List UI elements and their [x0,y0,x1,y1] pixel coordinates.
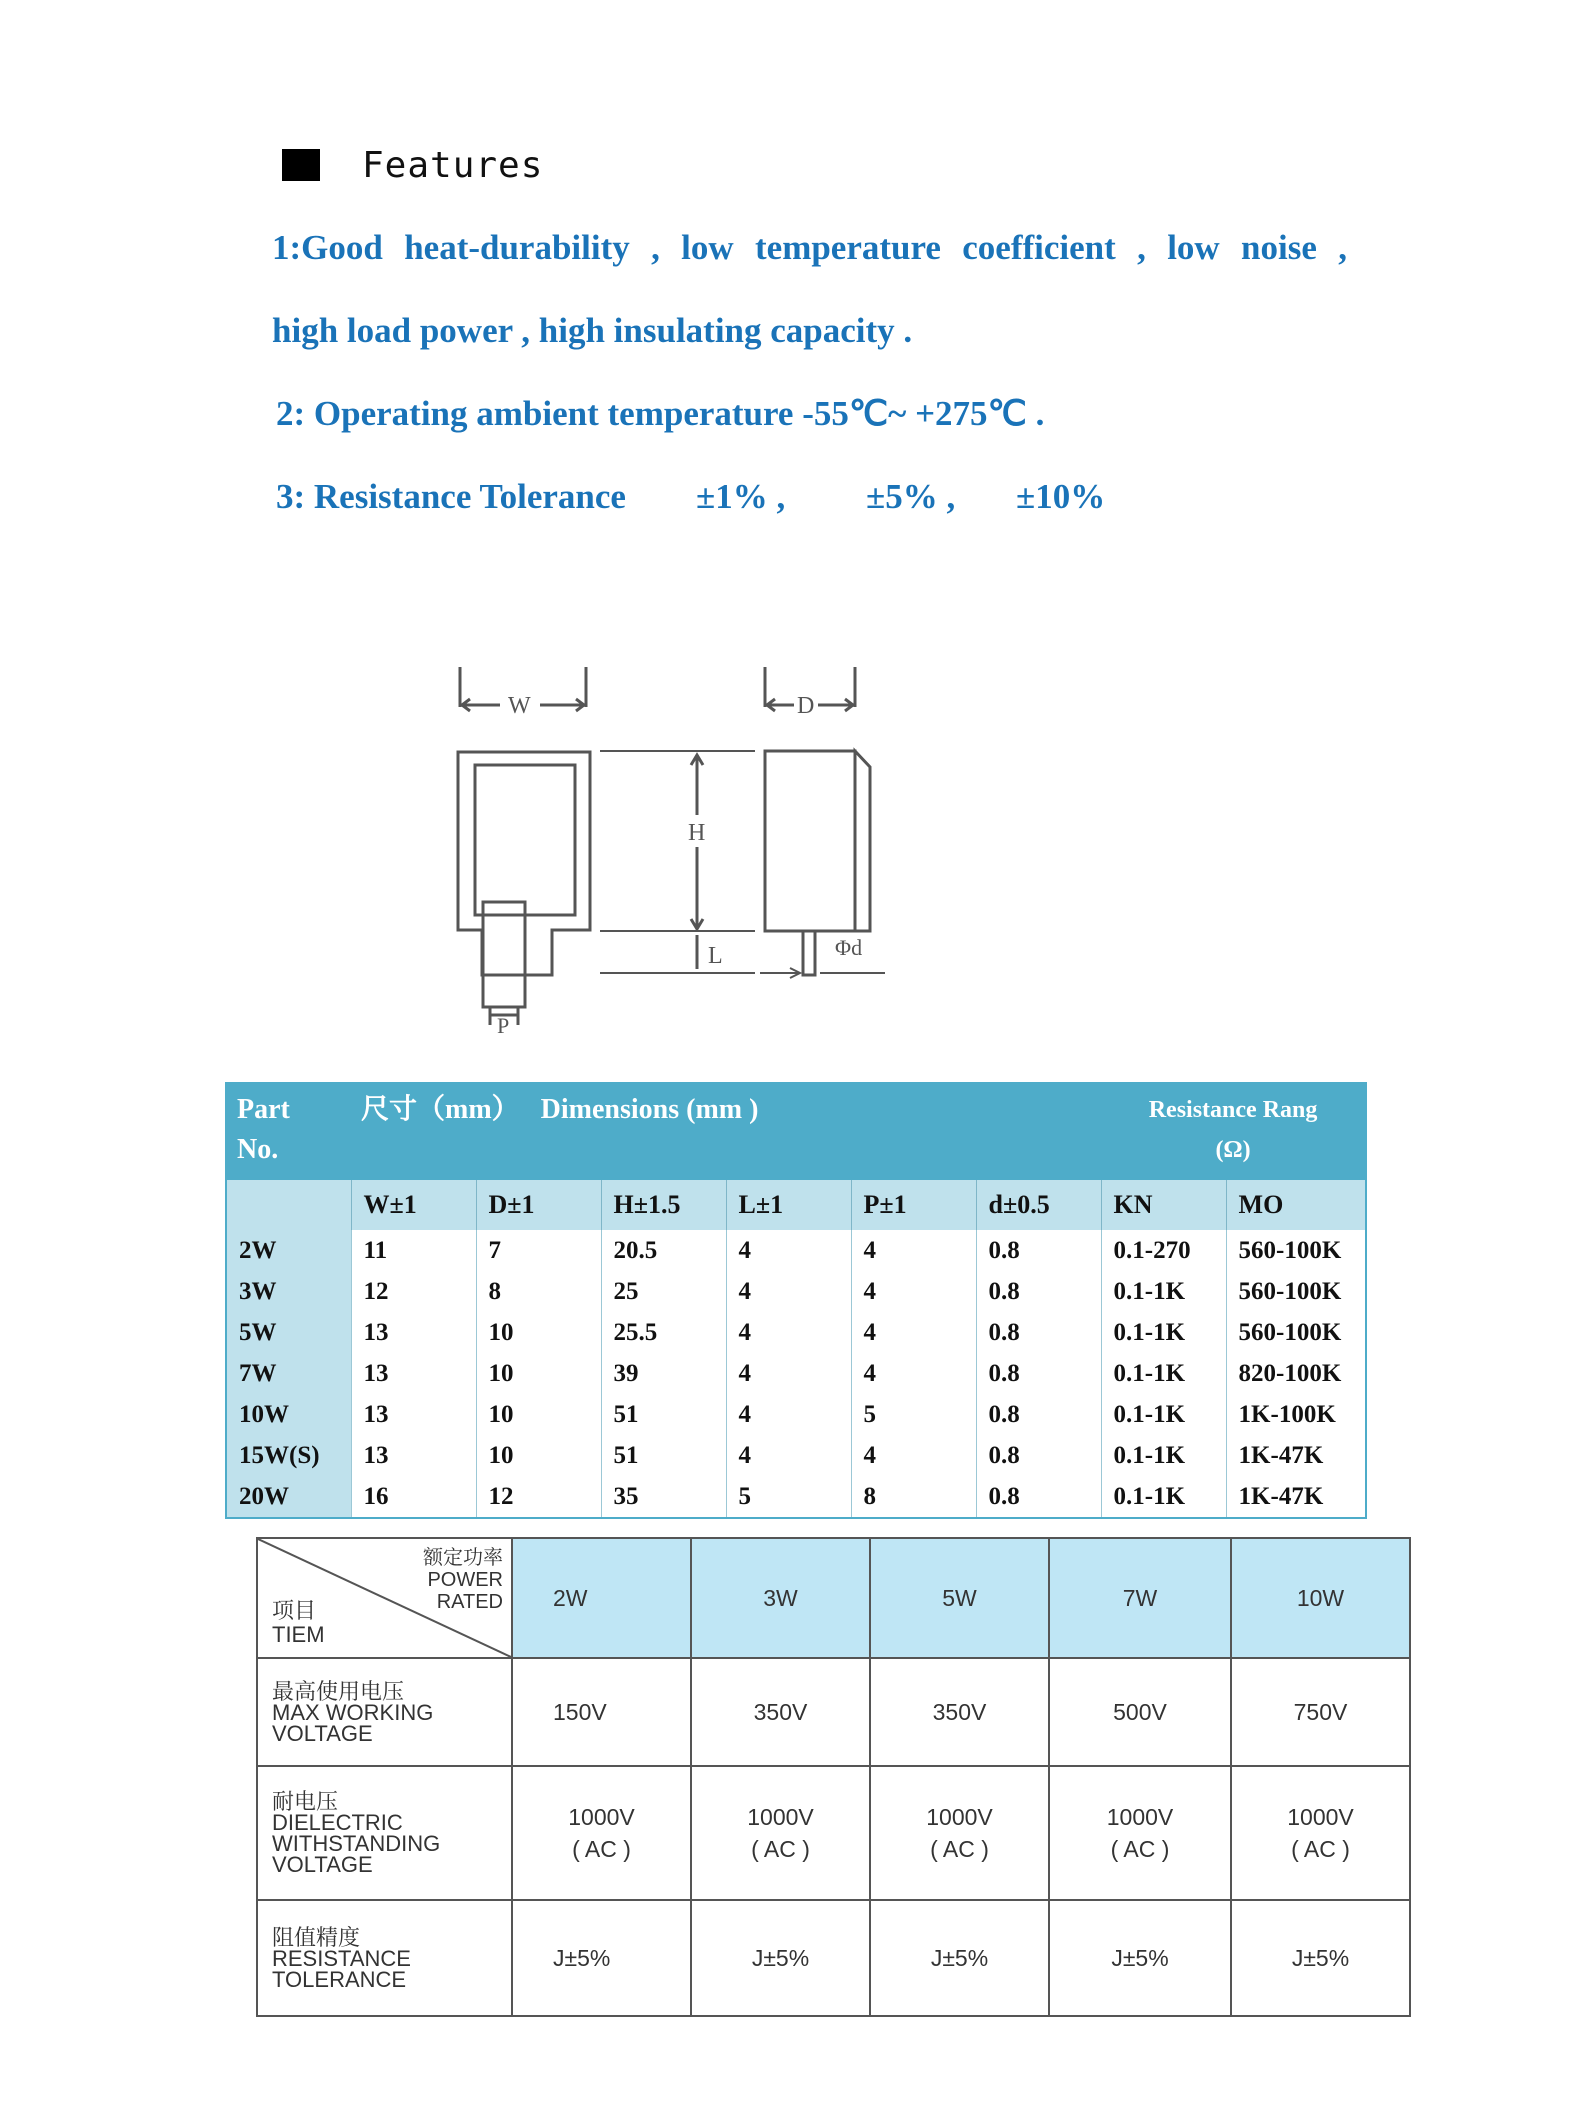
corner-top-cn: 额定功率 [423,1547,503,1569]
feature-word: low [681,228,734,267]
table-cell: J±5% [691,1900,870,2016]
p-label: P [497,1013,510,1035]
column-header: d±0.5 [976,1180,1101,1230]
d-dimension [765,667,855,719]
table-cell: J±5% [512,1900,691,2016]
dielectric-row [257,1766,1410,1900]
table-cell: 0.1-1K [1101,1271,1226,1312]
table-cell: 750V [1231,1658,1410,1766]
table-cell: 1000V ( AC ) [691,1766,870,1900]
table-cell: 350V [691,1658,870,1766]
table-cell: 0.8 [976,1435,1101,1476]
table-cell: 0.1-270 [1101,1230,1226,1271]
h-label: H [688,820,706,846]
rating-header: 3W [691,1538,870,1658]
corner-top-en1: POWER [427,1569,503,1591]
table-cell: 1K-47K [1226,1476,1366,1518]
table-row [226,1353,1366,1394]
column-header: MO [1226,1180,1366,1230]
table-cell: 12 [351,1271,476,1312]
table-cell: 1000V ( AC ) [870,1766,1049,1900]
resistance-label: Resistance Rang [1148,1097,1318,1123]
corner-bottom-en: TIEM [272,1622,325,1647]
part-number: 3W [226,1271,351,1312]
part-number: 20W [226,1476,351,1518]
resistance-range-header [1101,1083,1366,1180]
table-cell: 1K-100K [1226,1394,1366,1435]
corner-bottom-cn: 项目 [272,1598,317,1623]
corner-header [257,1538,512,1658]
dimensions-en: Dimensions (mm ) [540,1094,759,1125]
table-cell: 560-100K [1226,1271,1366,1312]
feature-line-1-continued: high load power , high insulating capacity . [272,311,913,350]
table-cell: 5 [851,1394,976,1435]
table-row [226,1394,1366,1435]
table-row [226,1312,1366,1353]
table-row [226,1271,1366,1312]
features-heading [282,140,543,190]
corner-top-en2: RATED [436,1591,503,1613]
feature-word: 1:Good [272,228,383,267]
part-number: 2W [226,1230,351,1271]
column-header-row [226,1180,1366,1230]
table-cell: 20.5 [601,1230,726,1271]
row-label: 阻值精度 RESISTANCE TOLERANCE [257,1900,512,2016]
feature-word: temperature [755,228,941,267]
table-cell: 4 [851,1312,976,1353]
features-title: Features [362,144,544,186]
table-cell: 51 [601,1394,726,1435]
part-no-header [226,1083,351,1180]
feature-word: heat-durability [404,228,630,267]
table-cell: 4 [851,1353,976,1394]
feature-word: low [1167,228,1220,267]
part-label: Part [237,1094,290,1125]
table-cell: 0.1-1K [1101,1394,1226,1435]
power-header-row [257,1538,1410,1658]
table-cell: 0.8 [976,1394,1101,1435]
table-cell: 350V [870,1658,1049,1766]
feature-line-3 [276,477,1105,517]
table-cell: 0.1-1K [1101,1435,1226,1476]
table-cell: 0.8 [976,1230,1101,1271]
table-header-row [226,1083,1366,1180]
tolerance-value: ±10% [1016,477,1106,516]
table-cell: 1000V ( AC ) [1231,1766,1410,1900]
table-cell: 8 [476,1271,601,1312]
table-cell: 560-100K [1226,1312,1366,1353]
part-number: 10W [226,1394,351,1435]
column-header: W±1 [351,1180,476,1230]
table-cell: 0.8 [976,1476,1101,1518]
feature-line-2: 2: Operating ambient temperature -55℃~ +275℃ . [276,394,1045,433]
table-cell: 4 [726,1435,851,1476]
table-cell: 150V [512,1658,691,1766]
table-cell: J±5% [1049,1900,1231,2016]
part-number: 15W(S) [226,1435,351,1476]
column-header: L±1 [726,1180,851,1230]
max-voltage-row [257,1658,1410,1766]
w-label: W [508,693,531,719]
tolerance-row [257,1900,1410,2016]
column-header: P±1 [851,1180,976,1230]
dimensions-table [225,1082,1367,1519]
table-cell: 0.8 [976,1353,1101,1394]
l-label: L [708,943,723,969]
table-cell: 5 [726,1476,851,1518]
table-cell: 12 [476,1476,601,1518]
table-cell: 16 [351,1476,476,1518]
table-cell: J±5% [1231,1900,1410,2016]
table-row [226,1476,1366,1518]
table-cell: 560-100K [1226,1230,1366,1271]
table-cell: 8 [851,1476,976,1518]
table-cell: 1000V ( AC ) [1049,1766,1231,1900]
d-label: D [797,693,815,719]
table-cell: 25.5 [601,1312,726,1353]
table-cell: 4 [726,1312,851,1353]
part-number: 7W [226,1353,351,1394]
table-cell: 0.8 [976,1312,1101,1353]
resistance-unit: (Ω) [1215,1137,1251,1163]
table-cell: 1000V ( AC ) [512,1766,691,1900]
table-cell: 4 [726,1394,851,1435]
table-cell: 35 [601,1476,726,1518]
column-header: KN [1101,1180,1226,1230]
table-cell: 10 [476,1394,601,1435]
part-number: 5W [226,1312,351,1353]
table-cell: 11 [351,1230,476,1271]
h-l-dimension [600,751,755,973]
table-cell: 13 [351,1435,476,1476]
row-label: 耐电压 DIELECTRIC WITHSTANDING VOLTAGE [257,1766,512,1900]
table-cell: 10 [476,1435,601,1476]
phi-d-label: Φd [835,935,863,960]
rating-header: 2W [512,1538,691,1658]
column-header: H±1.5 [601,1180,726,1230]
table-cell: 500V [1049,1658,1231,1766]
table-cell: 10 [476,1312,601,1353]
square-bullet-icon [282,149,320,181]
power-rating-table [256,1537,1411,2017]
feature-word: , [1137,228,1146,267]
table-cell: 0.1-1K [1101,1312,1226,1353]
corner-top-label [423,1547,503,1613]
table-cell: 0.1-1K [1101,1476,1226,1518]
row-label: 最高使用电压 MAX WORKING VOLTAGE [257,1658,512,1766]
column-header: D±1 [476,1180,601,1230]
table-cell: 4 [851,1435,976,1476]
tolerance-value: ±1% , [696,477,786,516]
rating-header: 10W [1231,1538,1410,1658]
table-cell: 7 [476,1230,601,1271]
table-row [226,1230,1366,1271]
table-cell: 4 [851,1271,976,1312]
dimension-diagram [440,665,910,1035]
table-cell: 0.1-1K [1101,1353,1226,1394]
rating-header: 5W [870,1538,1049,1658]
feature-word: , [1338,228,1347,267]
table-cell: 39 [601,1353,726,1394]
tolerance-value: ±5% , [866,477,956,516]
feature-line-1 [272,228,1347,268]
rating-header: 7W [1049,1538,1231,1658]
feature-word: coefficient [962,228,1116,267]
table-cell: 13 [351,1312,476,1353]
dimensions-cn: 尺寸（mm） [361,1094,520,1125]
dimensions-header [351,1083,1101,1180]
side-view [760,751,885,978]
table-cell: 820-100K [1226,1353,1366,1394]
table-row [226,1435,1366,1476]
table-cell: 13 [351,1394,476,1435]
corner-bottom-label [272,1599,325,1647]
feature-word: noise [1241,228,1317,267]
feature-word: , [651,228,660,267]
table-cell: 51 [601,1435,726,1476]
table-cell: 10 [476,1353,601,1394]
column-header [226,1180,351,1230]
front-view [458,752,590,1035]
table-cell: J±5% [870,1900,1049,2016]
table-cell: 25 [601,1271,726,1312]
no-label: No. [237,1134,279,1165]
table-cell: 4 [726,1271,851,1312]
table-cell: 4 [726,1353,851,1394]
w-dimension [460,667,586,719]
table-cell: 1K-47K [1226,1435,1366,1476]
tolerance-label: 3: Resistance Tolerance [276,477,626,516]
table-cell: 4 [851,1230,976,1271]
table-cell: 13 [351,1353,476,1394]
table-cell: 4 [726,1230,851,1271]
table-cell: 0.8 [976,1271,1101,1312]
